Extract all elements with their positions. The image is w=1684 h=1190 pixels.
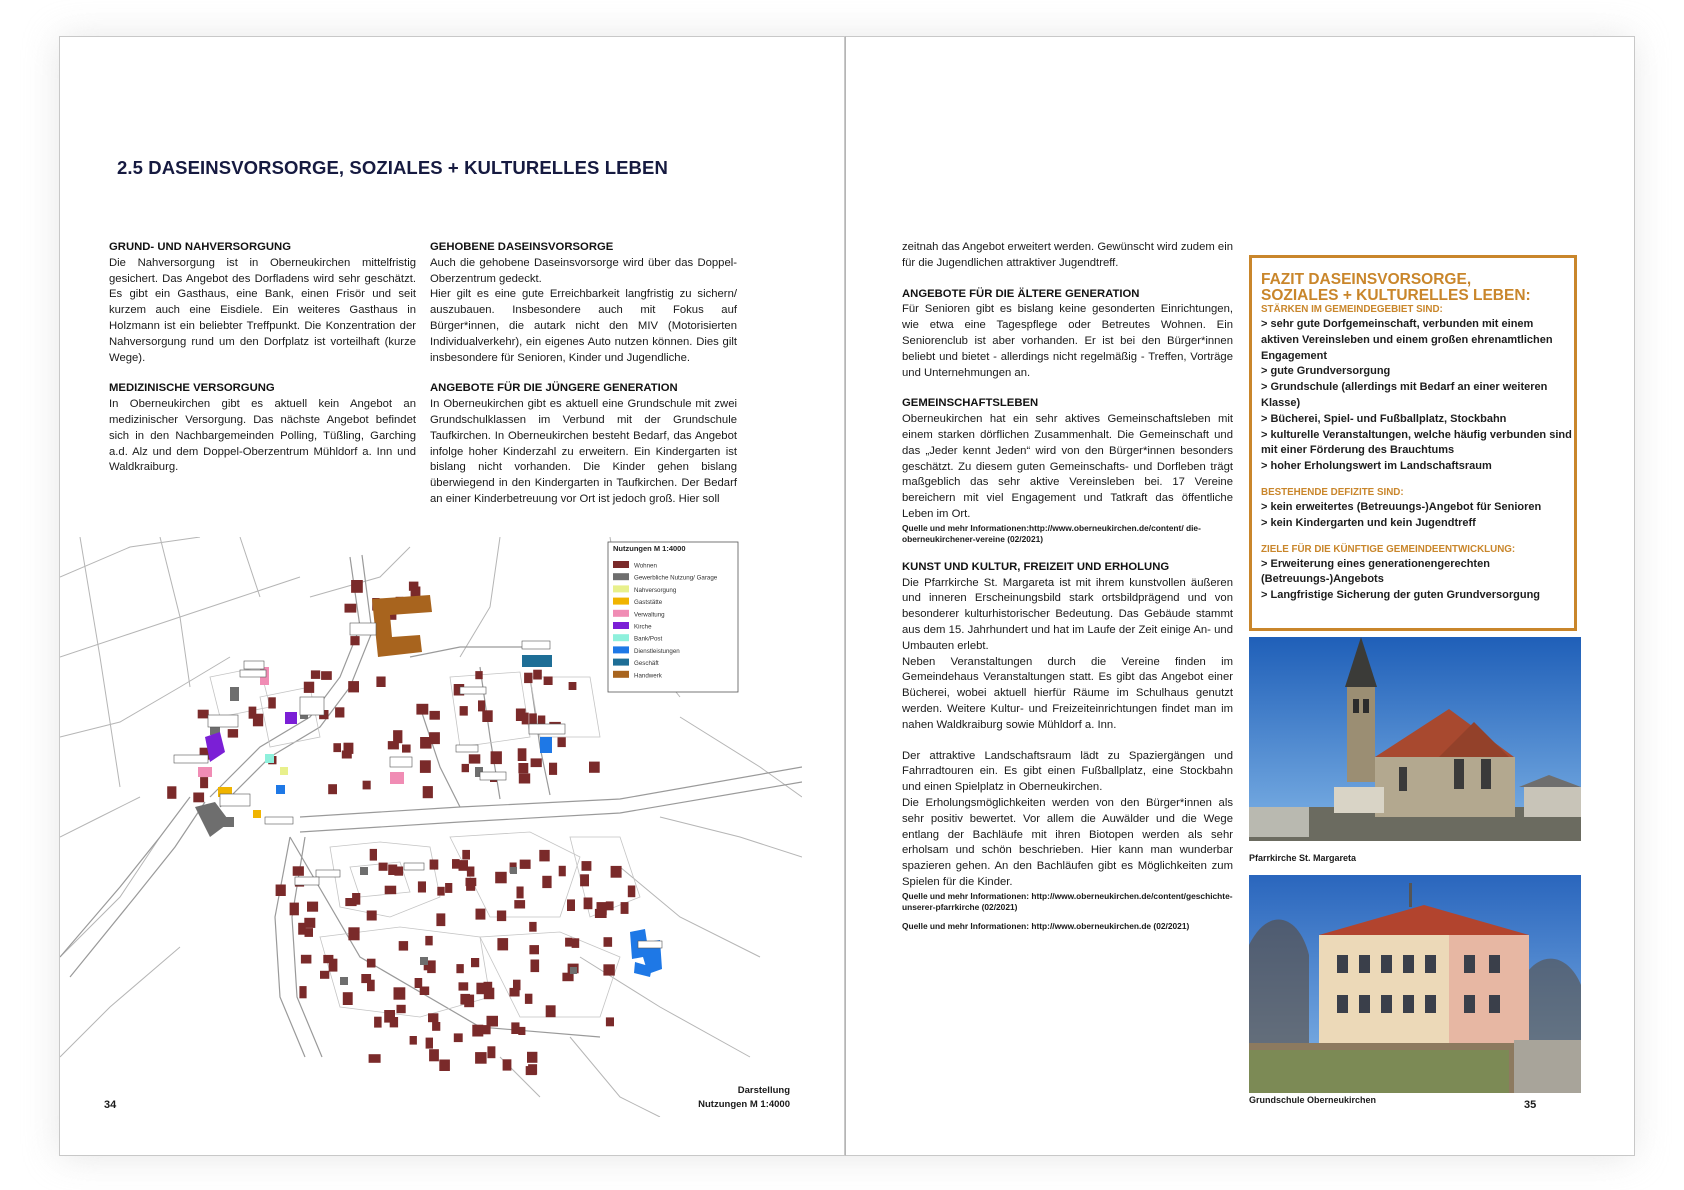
map-building bbox=[427, 960, 436, 973]
heading-kultur: KUNST UND KULTUR, FREIZEIT UND ERHOLUNG bbox=[902, 560, 1170, 573]
map-building bbox=[397, 1005, 406, 1013]
map-building bbox=[390, 1017, 398, 1027]
map-building bbox=[363, 781, 371, 790]
map-caption-line2: Nutzungen M 1:4000 bbox=[698, 1099, 790, 1110]
map-building bbox=[394, 987, 406, 999]
paragraph: Auch die gehobene Daseinsvorsorge wird über das Doppel-Oberzentrum gedeckt. bbox=[430, 256, 737, 285]
map-building bbox=[388, 741, 399, 749]
map-building bbox=[367, 911, 377, 921]
fazit-box bbox=[1249, 255, 1577, 631]
map-building bbox=[464, 995, 474, 1008]
map-building bbox=[516, 709, 526, 722]
map-building bbox=[603, 964, 614, 975]
map-building bbox=[460, 706, 468, 716]
map-building bbox=[520, 860, 531, 869]
map-building bbox=[268, 697, 276, 708]
map-building bbox=[411, 587, 421, 597]
map-building bbox=[549, 763, 557, 775]
map-building bbox=[527, 1052, 537, 1063]
page-title: 2.5 DASEINSVORSORGE, SOZIALES + KULTURELLES LEBEN bbox=[117, 157, 668, 178]
fazit-item: > kulturelle Veranstaltungen, welche häufig verbunden sind mit einer Förderung des Brauchtums bbox=[1261, 428, 1572, 457]
paragraph: Für Senioren gibt es bislang keine gesonderten Einrichtungen, wie etwa eine Tagespflege oder Betreutes Wohnen. Ein Seniorenclub ist aber vorhanden. Er ist bei den Bürger*innen beliebt und bietet - allerdings nicht regelmäßig - Treffen, Vorträge und Unternehmungen an. bbox=[902, 303, 1233, 379]
map-building bbox=[511, 1022, 519, 1034]
map-building bbox=[482, 710, 492, 722]
paragraph: Hier gilt es eine gute Erreichbarkeit langfristig zu sichern/ auszubauen. Insbesondere auch mit Fokus auf Bürger*innen, die autark nicht den MIV (Motorisierten Individualverkehr), ein eigenes Auto nutzen können. Dies gilt insbesondere für Senioren, Kinder und Jugendliche. bbox=[430, 288, 737, 364]
map-building bbox=[491, 751, 502, 764]
map-building bbox=[503, 1059, 512, 1070]
map-building bbox=[582, 861, 592, 871]
map-building bbox=[344, 743, 354, 754]
map-legend bbox=[608, 542, 738, 692]
legend-swatch bbox=[613, 598, 629, 605]
map-building bbox=[439, 1060, 450, 1072]
map-building bbox=[466, 878, 477, 886]
map-building bbox=[572, 938, 580, 948]
map-building bbox=[430, 711, 440, 720]
map-building bbox=[345, 898, 356, 906]
map-building bbox=[299, 986, 306, 998]
fazit-item: > Langfristige Sicherung der guten Grundversorgung bbox=[1261, 589, 1541, 602]
map-building bbox=[452, 859, 460, 869]
fazit-heading-staerken: STÄRKEN IM GEMEINDEGEBIET SIND: bbox=[1261, 304, 1443, 315]
map-building bbox=[399, 941, 408, 951]
map-building bbox=[367, 959, 376, 968]
map-building bbox=[517, 887, 524, 899]
map-legend-title: Nutzungen M 1:4000 bbox=[613, 544, 686, 553]
map-building bbox=[467, 867, 475, 877]
map-building bbox=[597, 902, 607, 915]
fazit-item: > hoher Erholungswert im Landschaftsraum bbox=[1261, 460, 1492, 473]
map-building bbox=[533, 670, 542, 680]
page-number-right: 35 bbox=[1524, 1099, 1537, 1111]
map-building bbox=[476, 909, 486, 920]
map-building bbox=[484, 988, 495, 1000]
left-page bbox=[59, 36, 845, 1156]
fazit-heading-defizite: BESTEHENDE DEFIZITE SIND: bbox=[1261, 486, 1404, 498]
map-building bbox=[528, 1064, 537, 1075]
legend-label: Verwaltung bbox=[634, 611, 665, 619]
legend-label: Bank/Post bbox=[634, 635, 663, 643]
map-building bbox=[542, 876, 551, 888]
right-page bbox=[845, 36, 1635, 1156]
fazit-item: > kein erweitertes (Betreuungs-)Angebot für Senioren bbox=[1261, 500, 1542, 513]
map-building bbox=[604, 937, 613, 947]
source-note: Quelle und mehr Informationen: http://www.oberneukirchen.de (02/2021) bbox=[902, 920, 1190, 931]
map-building bbox=[385, 886, 397, 895]
map-building bbox=[437, 887, 444, 896]
heading-medizin: MEDIZINISCHE VERSORGUNG bbox=[109, 382, 275, 395]
map-building bbox=[475, 671, 482, 679]
paragraph: In Oberneukirchen gibt es aktuell kein Angebot an medizinischer Versorgung. Das nächste Angebot befindet sich in den Nachbargemeinden Polling, Tüßling, Garching a.d. Alz und dem Doppel-Oberzentrum Mühldorf a. Inn und Waldkraiburg. bbox=[109, 398, 416, 474]
map-building bbox=[559, 866, 566, 877]
map-building bbox=[228, 729, 238, 738]
map-caption-line1: Darstellung bbox=[737, 1085, 790, 1096]
map-building bbox=[539, 850, 549, 862]
legend-label: Kirche bbox=[634, 623, 652, 631]
map-building bbox=[519, 773, 530, 783]
map-building bbox=[394, 867, 403, 876]
map-building bbox=[328, 784, 337, 794]
legend-label: Gaststätte bbox=[634, 599, 663, 607]
map-building bbox=[454, 1033, 463, 1042]
map-building bbox=[345, 604, 357, 613]
map-building bbox=[301, 955, 312, 964]
map-building bbox=[420, 987, 430, 996]
map-building bbox=[513, 980, 521, 991]
map-building bbox=[425, 936, 432, 946]
map-building bbox=[369, 1054, 381, 1063]
map-building bbox=[472, 1025, 483, 1037]
map-caption bbox=[698, 1084, 790, 1112]
legend-label: Dienstleistungen bbox=[634, 647, 680, 655]
map-building bbox=[487, 1016, 499, 1027]
paragraph: Der attraktive Landschaftsraum lädt zu Spaziergängen und Fahrradtouren ein. Es gibt einen Fußballplatz, eine Stockbahn und einen Spielplatz in Oberneukirchen. bbox=[902, 749, 1233, 794]
map-building bbox=[471, 958, 479, 967]
map-building bbox=[567, 899, 575, 911]
map-building bbox=[459, 860, 469, 871]
map-building bbox=[580, 874, 589, 886]
map-building bbox=[584, 898, 593, 910]
map-building bbox=[462, 850, 470, 860]
map-building bbox=[462, 764, 469, 772]
legend-label: Geschäft bbox=[634, 660, 659, 668]
map-building bbox=[193, 793, 204, 803]
legend-swatch bbox=[613, 671, 629, 678]
map-building bbox=[304, 682, 314, 693]
map-building bbox=[429, 1049, 439, 1061]
legend-swatch bbox=[613, 610, 629, 617]
map-building bbox=[518, 763, 528, 773]
paragraph: Neben Veranstaltungen durch die Vereine finden im Gemeindehaus Veranstaltungen statt. Es gibt das Angebot einer Bücherei, wobei aktuell hierfür Räume im Schulhaus genutzt werden. Weitere Kultur- und Freizeiteinrichtungen findet man im nahen Waldkraiburg sowie Mühldorf a. Inn. bbox=[902, 655, 1233, 731]
map-building bbox=[611, 866, 622, 878]
photo-caption-school: Grundschule Oberneukirchen bbox=[1249, 1095, 1377, 1105]
paragraph: zeitnah das Angebot erweitert werden. Gewünscht wird zudem ein für die Jugendlichen attraktiver Jugendtreff. bbox=[902, 241, 1233, 269]
fazit-title-line1: FAZIT DASEINSVORSORGE, bbox=[1261, 271, 1472, 288]
map-building bbox=[426, 1038, 433, 1049]
map-building bbox=[290, 903, 299, 916]
map-building bbox=[529, 945, 539, 954]
map-building bbox=[495, 872, 507, 884]
map-building bbox=[531, 758, 542, 767]
map-building bbox=[249, 707, 257, 719]
map-building bbox=[621, 902, 629, 914]
map-building bbox=[298, 923, 306, 935]
map-building bbox=[478, 700, 485, 711]
fazit-item: > Bücherei, Spiel- und Fußballplatz, Stockbahn bbox=[1261, 412, 1507, 425]
map-building bbox=[343, 992, 353, 1005]
map-building bbox=[456, 964, 463, 973]
map-building bbox=[565, 938, 572, 947]
church-photo bbox=[1249, 637, 1581, 841]
map-building bbox=[416, 704, 428, 715]
map-building bbox=[420, 760, 431, 773]
map-building bbox=[558, 737, 566, 747]
school-photo bbox=[1249, 875, 1581, 1093]
map-building bbox=[436, 913, 445, 926]
map-building bbox=[432, 1022, 440, 1031]
map-building bbox=[459, 982, 469, 990]
map-building bbox=[525, 994, 533, 1004]
legend-label: Handwerk bbox=[634, 672, 662, 680]
legend-swatch bbox=[613, 561, 629, 568]
map-building bbox=[518, 748, 527, 761]
fazit-title-line2: SOZIALES + KULTURELLES LEBEN: bbox=[1261, 287, 1531, 304]
fazit-heading-ziele: ZIELE FÜR DIE KÜNFTIGE GEMEINDEENTWICKLUNG: bbox=[1261, 543, 1516, 555]
map-building bbox=[305, 928, 314, 937]
map-building bbox=[361, 974, 371, 983]
map-building bbox=[487, 1046, 495, 1058]
column-1 bbox=[109, 240, 416, 476]
legend-swatch bbox=[613, 622, 629, 629]
map-building bbox=[402, 745, 411, 753]
map-building bbox=[351, 580, 363, 593]
map-building bbox=[420, 737, 431, 749]
land-use-map bbox=[60, 537, 802, 1117]
legend-swatch bbox=[613, 659, 629, 666]
map-building bbox=[323, 955, 333, 963]
map-building bbox=[544, 677, 553, 686]
map-building bbox=[606, 1017, 614, 1026]
map-building bbox=[569, 682, 577, 690]
legend-swatch bbox=[613, 646, 629, 653]
map-building bbox=[497, 911, 506, 922]
map-building bbox=[335, 707, 344, 717]
fazit-item: > sehr gute Dorfgemeinschaft, verbunden mit einem aktiven Vereinsleben und einem großen ehrenamtlichen Engagement bbox=[1261, 318, 1553, 362]
map-building bbox=[589, 762, 600, 773]
legend-label: Nahversorgung bbox=[634, 586, 677, 594]
map-building bbox=[307, 902, 318, 912]
legend-swatch bbox=[613, 585, 629, 592]
heading-aeltere: ANGEBOTE FÜR DIE ÄLTERE GENERATION bbox=[902, 287, 1140, 300]
map-building bbox=[531, 960, 540, 973]
map-building bbox=[276, 885, 286, 897]
map-building bbox=[333, 743, 341, 752]
fazit-item: > kein Kindergarten und kein Jugendtreff bbox=[1261, 516, 1476, 529]
map-building bbox=[370, 849, 377, 861]
map-building bbox=[423, 786, 433, 798]
map-building bbox=[167, 786, 176, 799]
map-building bbox=[293, 866, 304, 876]
page-number-left: 34 bbox=[104, 1099, 117, 1111]
map-building bbox=[497, 938, 508, 950]
map-building bbox=[518, 1027, 525, 1035]
photo-caption-church: Pfarrkirche St. Margareta bbox=[1249, 853, 1357, 863]
paragraph: Die Pfarrkirche St. Margareta ist mit ihrem kunstvollen äußeren und inneren Erscheinungsbild stark ortsbildprägend und von besonderer kulturhistorischer Bedeutung. Das Gebäude stammt aus dem 15. Jahrhundert und hat im Laufe der Zeit einige An- und Umbauten erlebt. bbox=[902, 576, 1233, 652]
legend-label: Gewerbliche Nutzung/ Garage bbox=[634, 574, 718, 582]
paragraph: In Oberneukirchen gibt es aktuell eine Grundschule mit zwei Grundschulklassen im Verbund mit der Grundschule Taufkirchen. In Oberneukirchen besteht Bedarf, das Angebot infolge hoher Kinderzahl zu erweitern. Ein Kindergarten ist bislang nicht vorhanden. Die Kinder gehen bislang überwiegend in den Kindergarten in Taufkirchen. Der Bedarf an einer Kinderbetreuung vor Ort ist jedoch groß. Hier soll bbox=[430, 398, 737, 505]
column-3 bbox=[902, 240, 1233, 932]
map-building bbox=[376, 677, 385, 688]
map-building bbox=[606, 901, 614, 910]
map-building bbox=[418, 881, 426, 892]
fazit-item: > Grundschule (allerdings mit Bedarf an einer weiteren Klasse) bbox=[1261, 381, 1548, 409]
map-building bbox=[410, 1036, 417, 1045]
heading-gemeinschaft: GEMEINSCHAFTSLEBEN bbox=[902, 397, 1039, 410]
map-building bbox=[311, 670, 320, 679]
map-building bbox=[304, 918, 315, 928]
paragraph: Die Erholungsmöglichkeiten werden von den Bürger*innen als sehr positiv bewertet. Vor allem die Auwälder und die Wege entlang der Bachläufe mit ihren Biotopen werden als sehr erholsam und schön beschrieben. Hier kann man wunderbar spazieren gehen. An den Bachläufen gibt es Möglichkeiten zum Spielen für die Kinder. bbox=[902, 796, 1233, 888]
fazit-item: > gute Grundversorgung bbox=[1261, 365, 1391, 378]
paragraph: Oberneukirchen hat ein sehr aktives Gemeinschaftsleben mit einem starken dörflichen Zusammenhalt. Die Gemeinschaft und das „Jeder kennt Jeden“ wird von den Bürger*innen besonders geschätzt. Zu diesem guten Gemeinschafts- und Dorfleben trägt maßgeblich das sehr aktive Vereinsleben bei. 17 Vereine bereichern mit viel Engagement und Tatkraft das öffentliche Leben im Ort. bbox=[902, 413, 1233, 520]
map-building bbox=[350, 636, 359, 645]
map-building bbox=[469, 754, 481, 763]
map-building bbox=[320, 971, 329, 979]
heading-nahversorgung: GRUND- UND NAHVERSORGUNG bbox=[109, 241, 292, 253]
heading-gehobene: GEHOBENE DASEINSVORSORGE bbox=[430, 241, 614, 253]
legend-swatch bbox=[613, 634, 629, 641]
map-building bbox=[200, 777, 208, 788]
map-building bbox=[348, 927, 359, 940]
map-building bbox=[514, 900, 525, 908]
map-building bbox=[546, 1005, 556, 1017]
heading-juengere: ANGEBOTE FÜR DIE JÜNGERE GENERATION bbox=[430, 382, 678, 395]
map-building bbox=[430, 860, 439, 870]
paragraph: Die Nahversorgung ist in Oberneukirchen mittelfristig gesichert. Das Angebot des Dorfladens wird sehr geschätzt. Es gibt ein Gasthaus, eine Bank, einen Frisör und seit kurzem auch eine Eisdiele. Ein weiteres Gasthaus in Holzmann ist ein beliebter Treffpunkt. Die Konzentration der Nahversorgung rund um den Dorfplatz ist vorteilhaft (kurze Wege). bbox=[109, 256, 416, 364]
map-building bbox=[348, 681, 359, 692]
map-building bbox=[428, 1013, 438, 1022]
map-building bbox=[198, 710, 209, 719]
legend-swatch bbox=[613, 573, 629, 580]
map-building bbox=[445, 883, 452, 893]
map-building bbox=[524, 673, 532, 683]
source-note: Quelle und mehr Informationen: http://www.oberneukirchen.de/content/geschichte-unserer-pfarrkirche (02/2021) bbox=[902, 890, 1233, 912]
map-building bbox=[374, 1017, 382, 1028]
legend-label: Wohnen bbox=[634, 562, 657, 570]
map-building bbox=[475, 1052, 487, 1064]
map-building bbox=[529, 922, 536, 932]
column-2 bbox=[430, 240, 737, 508]
fazit-item: > Erweiterung eines generationengerechten (Betreuungs-)Angebots bbox=[1261, 557, 1490, 586]
map-building bbox=[628, 886, 636, 898]
map-building bbox=[321, 671, 332, 680]
map-building bbox=[379, 863, 388, 871]
source-note: Quelle und mehr Informationen:http://www.oberneukirchen.de/content/ die-oberneukirchener-vereine (02/2021) bbox=[902, 522, 1201, 544]
